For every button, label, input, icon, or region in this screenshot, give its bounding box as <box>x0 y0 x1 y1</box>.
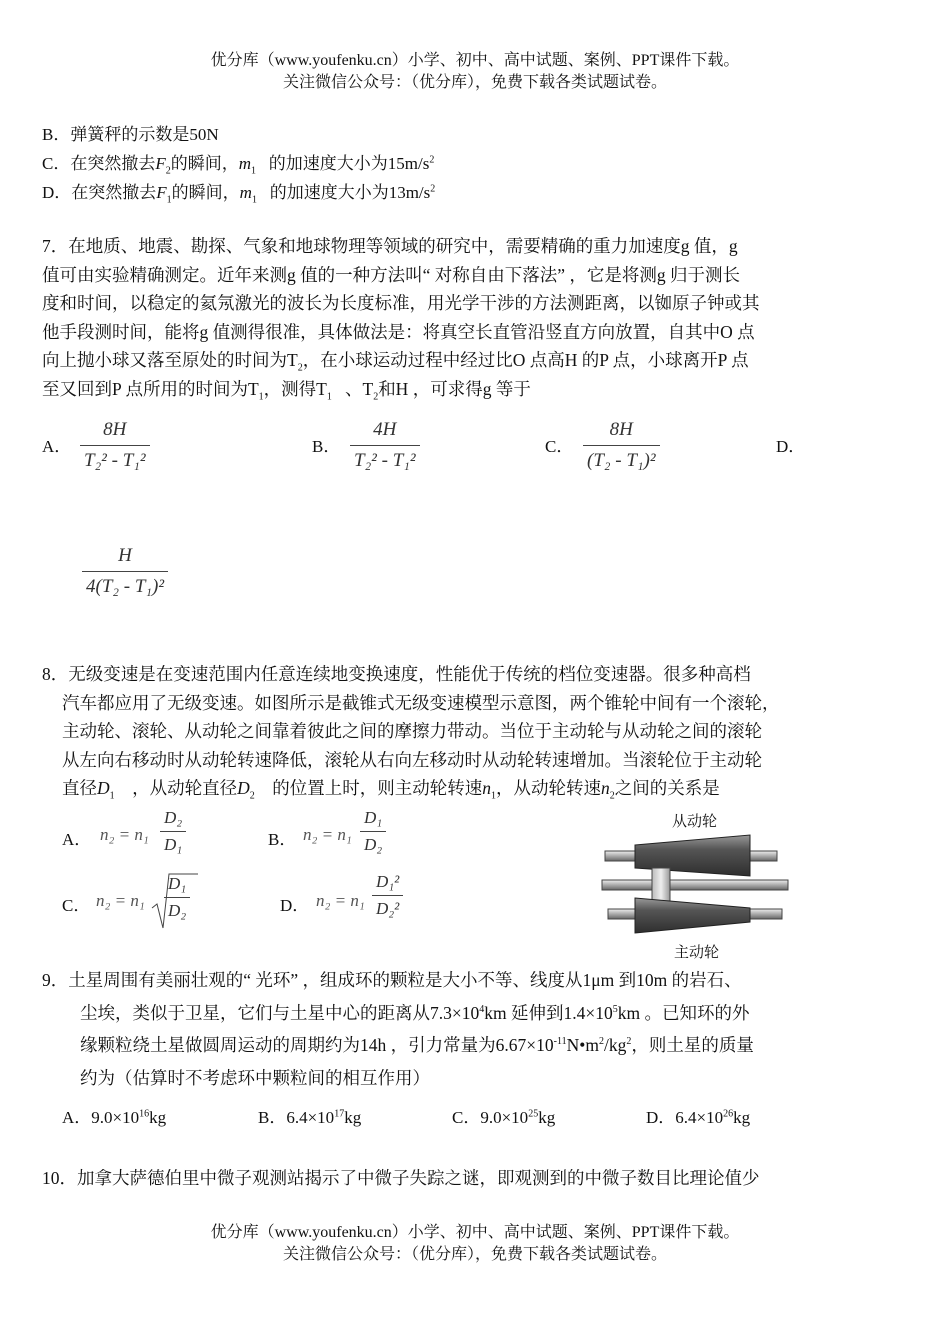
header-line-1: 优分库（www.youfenku.cn）小学、初中、高中试题、案例、PPT课件下载。 <box>210 52 740 69</box>
q7-option-c-label: C． <box>545 437 574 456</box>
driving-cone <box>635 898 750 933</box>
q9-option-d: D．$6.4\times 10^{26}kg$ <box>646 1108 751 1127</box>
q8-option-b-fraction: D₁ D₂ <box>360 808 386 855</box>
figure-label-driving-wheel: 主动轮 <box>674 945 720 961</box>
q9-stem: 9．土星周围有美丽壮观的“ 光环” ，组成环的颗粒是大小不等、线度从1μm 到10m 的岩石、 尘埃，类似于卫星，它们与土星中心的距离从$7.3\times 10^4km$ 延伸到$1.4\times 10^5km$ 。已知环的外 缘颗粒绕土星做圆周运动的周期约为14h ，引力常量为$6.67\times 10^{-11}N•m^2/kg^2$，则土星的质量 约为（估算时不考虑环中颗粒间的相互作用） <box>42 970 754 1088</box>
q6-option-c: C．在突然撤去$F_2$的瞬间，$m_1$ 的加速度大小为$15m/s^2$ <box>42 154 435 177</box>
q8-stem: 8．无级变速是在变速范围内任意连续地变换速度，性能优于传统的档位变速器。很多种高档 汽车都应用了无级变速。如图所示是截锥式无级变速模型示意图，两个锥轮中间有一个滚轮， 主动轮、滚轮、从动轮之间靠着彼此之间的摩擦力带动。当位于主动轮与从动轮之间的滚轮 从左向右移动时从动轮转速降低，滚轮从右向左移动时从动轮转速增加。当滚轮位于主动轮 直径$D_1$ ，从动轮直径$D_2$ 的位置上时，则主动轮转速$n_1$，从动轮转速$n_2$之间的关系是 <box>42 664 780 802</box>
q8-option-a-lhs: n₂ = n₁ <box>100 825 149 844</box>
q8-option-a-fraction: D₂ D₁ <box>160 808 186 855</box>
q7-option-a-label: A． <box>42 437 72 456</box>
q8-option-a-label: A． <box>62 830 92 849</box>
q7-stem: 7．在地质、地震、勘探、气象和地球物理等领域的研究中，需要精确的重力加速度g 值，g 值可由实验精确测定。近年来测g 值的一种方法叫“ 对称自由下落法” ，它是将测g 归于测长 度和时间，以稳定的氦氖激光的波长为长度标准，用光学干涉的方法测距离，以铷原子钟或其 他手段测时间，能将g 值测得很准，具体做法是：将真空长直管沿竖直方向放置，自其中O 点 向上抛小球又落至原处的时间为$T_2$，在小球运动过程中经过比O 点高H 的P 点，小球离开P 点 至又回到P 点所用的时间为$T_1$，测得$T_1$ 、$T_2$和H ，可求得g 等于 <box>42 236 760 403</box>
q10-stem: 10．加拿大萨德伯里中微子观测站揭示了中微子失踪之谜，即观测到的中微子数目比理论值少 <box>42 1168 760 1188</box>
q8-option-c-fraction: D₁ D₂ <box>164 874 190 921</box>
q7-option-b-label: B． <box>312 437 341 456</box>
q8-option-d-label: D． <box>280 896 310 915</box>
q8-option-b-label: B． <box>268 830 297 849</box>
q8-option-c-label: C． <box>62 896 91 915</box>
q6-option-d: D．在突然撤去$F_1$的瞬间，$m_1$ 的加速度大小为$13m/s^2$ <box>42 183 436 206</box>
q9-option-b: B．$6.4\times 10^{17}kg$ <box>258 1108 362 1127</box>
cvt-diagram <box>600 832 790 937</box>
q9-option-c: C．$9.0\times 10^{25}kg$ <box>452 1108 556 1127</box>
q6-option-b: B．弹簧秤的示数是50N <box>42 125 219 144</box>
q7-option-a-fraction: 8H T₂² - T₁² <box>80 418 150 473</box>
q8-option-d-lhs: n₂ = n₁ <box>316 891 365 910</box>
q9-option-a: A．$9.0\times 10^{16}kg$ <box>62 1108 167 1127</box>
q8-option-c-lhs: n₂ = n₁ <box>96 891 145 910</box>
q7-option-b-fraction: 4H T₂² - T₁² <box>350 418 420 473</box>
figure-label-driven-wheel: 从动轮 <box>672 814 718 830</box>
q7-option-d-fraction: H 4(T₂ - T₁)² <box>82 544 168 599</box>
roller-shaft <box>602 880 788 890</box>
q7-option-c-fraction: 8H (T₂ - T₁)² <box>583 418 660 473</box>
footer-line-2: 关注微信公众号：（优分库），免费下载各类试题试卷。 <box>282 1246 667 1263</box>
q7-option-d-label: D． <box>776 437 806 456</box>
footer-line-1: 优分库（www.youfenku.cn）小学、初中、高中试题、案例、PPT课件下载。 <box>210 1224 740 1241</box>
roller <box>652 868 670 902</box>
q8-option-b-lhs: n₂ = n₁ <box>303 825 352 844</box>
header-line-2: 关注微信公众号：（优分库），免费下载各类试题试卷。 <box>282 74 667 91</box>
q8-option-d-fraction: D₁² D₂² <box>372 872 403 919</box>
